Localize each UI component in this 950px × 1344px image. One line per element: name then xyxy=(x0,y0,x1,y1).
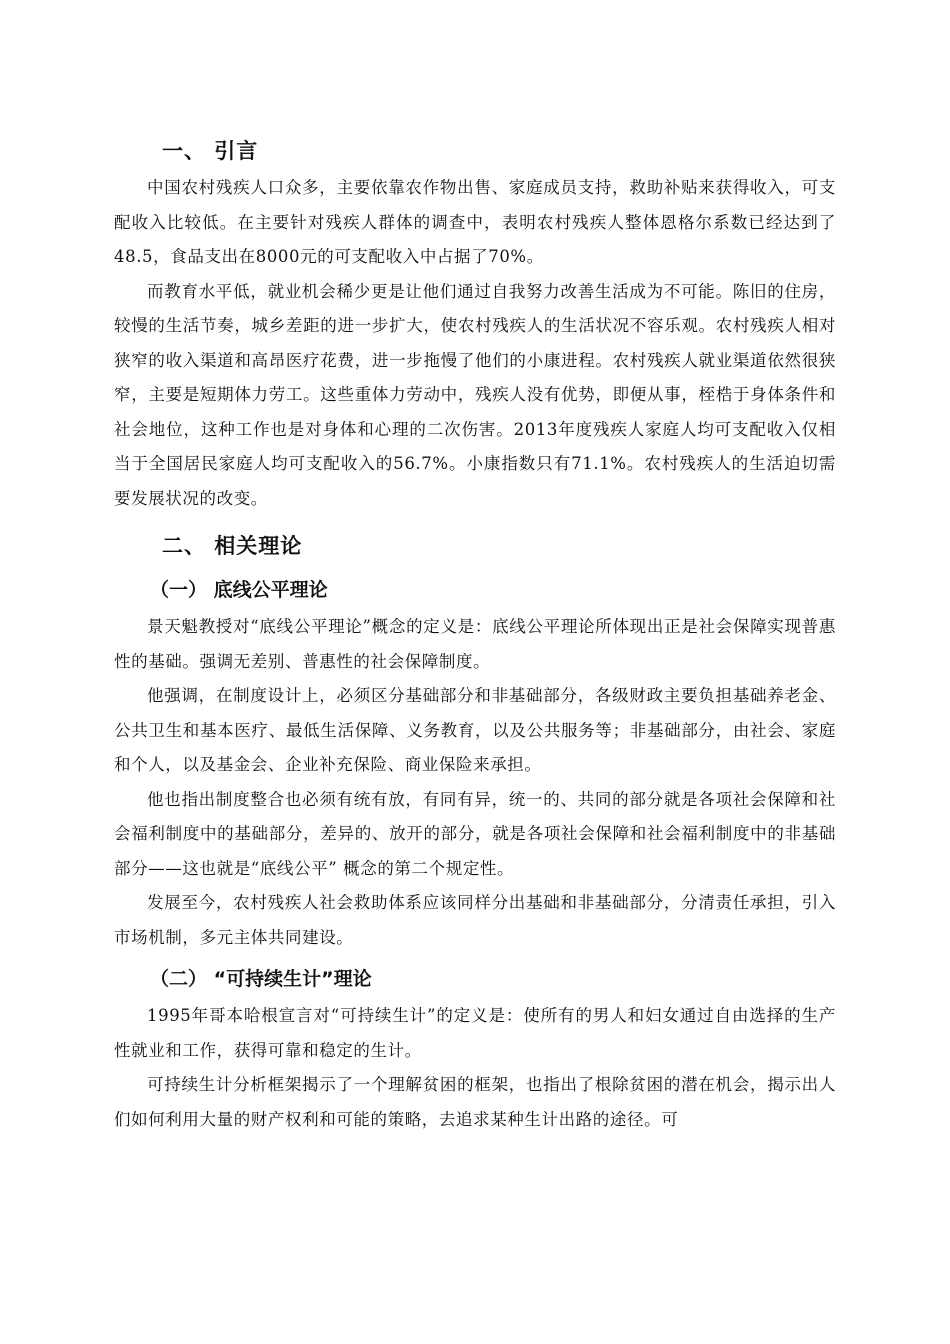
theory1-paragraph-3: 他也指出制度整合也必须有统有放，有同有异，统一的、共同的部分就是各项社会保障和社会福利制度中的基础部分，差异的、放开的部分，就是各项社会保障和社会福利制度中的非基础部分——这也就是“底线公平” 概念的第二个规定性。 xyxy=(114,789,836,878)
intro-paragraph-1: 中国农村残疾人口众多，主要依靠农作物出售、家庭成员支持，救助补贴来获得收入，可支配收入比较低。在主要针对残疾人群体的调查中，表明农村残疾人整体恩格尔系数已经达到了48.5，食品支出在8000元的可支配收入中占据了70%。 xyxy=(114,178,836,266)
document-page xyxy=(114,131,836,1137)
subsection-heading-bottom-line-fairness: （一） 底线公平理论 xyxy=(150,579,328,601)
section-heading-intro: 一、 引言 xyxy=(162,139,259,163)
theory1-paragraph-1: 景天魁教授对“底线公平理论”概念的定义是：底线公平理论所体现出正是社会保障实现普惠性的基础。强调无差别、普惠性的社会保障制度。 xyxy=(114,617,836,671)
theory2-paragraph-2: 可持续生计分析框架揭示了一个理解贫困的框架，也指出了根除贫困的潜在机会，揭示出人们如何利用大量的财产权利和可能的策略，去追求某种生计出路的途径。可 xyxy=(114,1075,836,1129)
theory2-paragraph-1: 1995年哥本哈根宣言对“可持续生计”的定义是：使所有的男人和妇女通过自由选择的生产性就业和工作，获得可靠和稳定的生计。 xyxy=(114,1006,836,1060)
theory1-paragraph-2: 他强调，在制度设计上，必须区分基础部分和非基础部分，各级财政主要负担基础养老金、公共卫生和基本医疗、最低生活保障、义务教育，以及公共服务等；非基础部分，由社会、家庭和个人，以及基金会、企业补充保险、商业保险来承担。 xyxy=(114,686,836,774)
intro-paragraph-2: 而教育水平低，就业机会稀少更是让他们通过自我努力改善生活成为不可能。陈旧的住房，较慢的生活节奏，城乡差距的进一步扩大，使农村残疾人的生活状况不容乐观。农村残疾人相对狭窄的收入渠道和高昂医疗花费，进一步拖慢了他们的小康进程。农村残疾人就业渠道依然很狭窄，主要是短期体力劳工。这些重体力劳动中，残疾人没有优势，即便从事，桎梏于身体条件和社会地位，这种工作也是对身体和心理的二次伤害。2013年度残疾人家庭人均可支配收入仅相当于全国居民家庭人均可支配收入的56.7%。小康指数只有71.1%。农村残疾人的生活迫切需要发展状况的改变。 xyxy=(114,281,836,508)
subsection-heading-sustainable-livelihood: （二） “可持续生计”理论 xyxy=(150,968,372,990)
section-heading-theory: 二、 相关理论 xyxy=(162,534,303,558)
theory1-paragraph-4: 发展至今，农村残疾人社会救助体系应该同样分出基础和非基础部分，分清责任承担，引入市场机制，多元主体共同建设。 xyxy=(114,893,836,947)
